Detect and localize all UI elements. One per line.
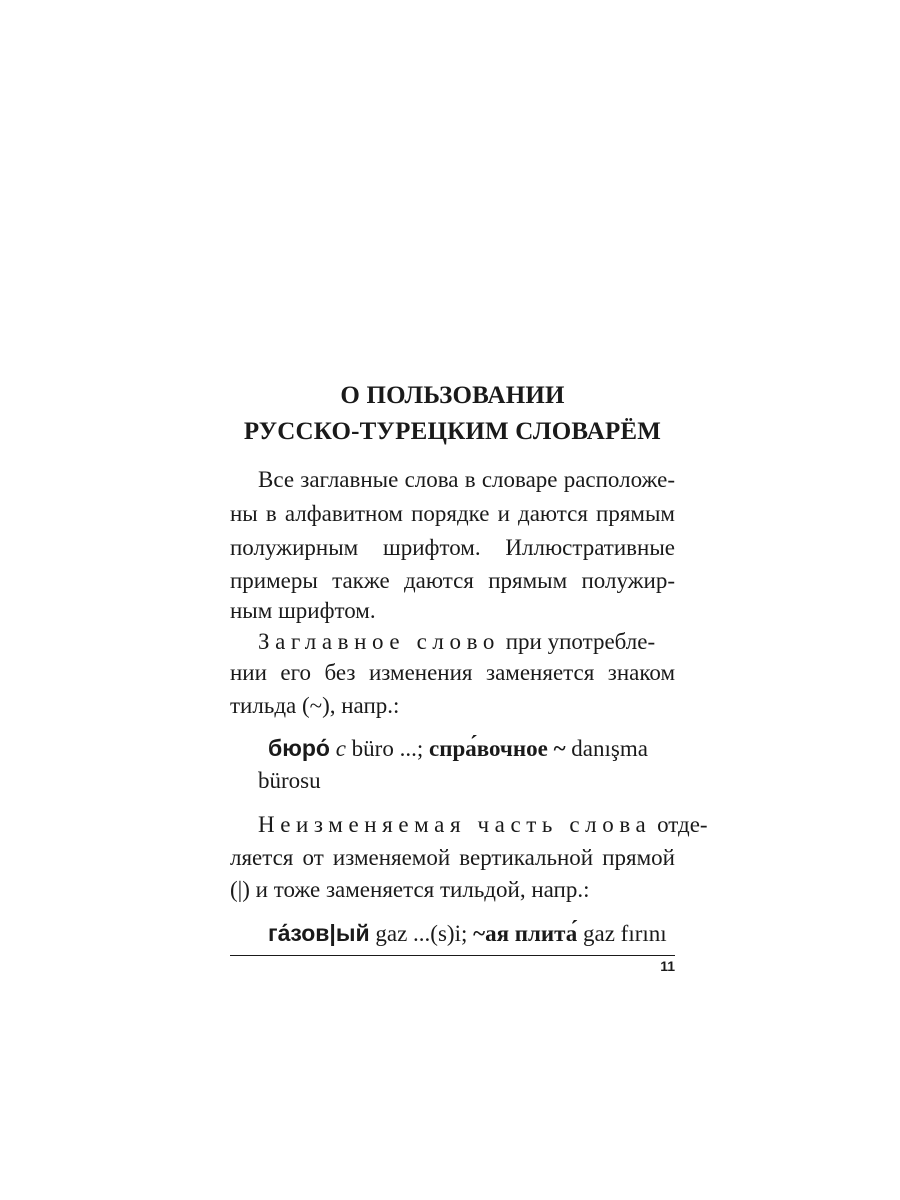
paragraph-3-line-1-rest: отде- <box>651 812 708 837</box>
example-1-translation: büro ...; <box>345 736 429 761</box>
example-2-translation: gaz ...(s)i; <box>369 921 474 946</box>
paragraph-1-line-1: Все заглавные слова в словаре расположе- <box>258 467 675 492</box>
example-1-gender: с <box>335 736 346 761</box>
paragraph-2-line-1-rest: при употребле- <box>499 629 656 654</box>
example-1-line-2: bürosu <box>258 768 321 793</box>
example-2-line-1 <box>268 922 675 945</box>
paragraph-3-line-2: ляется от изменяемой вертикальной прямой <box>230 845 675 870</box>
paragraph-3-line-3: (|) и тоже заменяется тильдой, напр.: <box>230 877 590 902</box>
paragraph-3-line-1 <box>230 812 708 837</box>
paragraph-2-line-3: тильда (~), напр.: <box>230 693 400 718</box>
footer-rule <box>230 955 675 956</box>
paragraph-1-line-3: полужирным шрифтом. Иллюстративные <box>230 535 675 560</box>
example-2-phrase-translation: gaz fırını <box>577 921 667 946</box>
example-1-phrase: спра́вочное ~ <box>428 736 566 761</box>
paragraph-1-line-5: ным шрифтом. <box>230 598 376 623</box>
spaced-term: Заглавное слово <box>258 629 500 654</box>
spaced-term: Неизменяемая часть слова <box>258 812 652 837</box>
paragraph-2-line-2: нии его без изменения заменяется знаком <box>230 660 675 685</box>
paragraph-1-line-4: примеры также даются прямым полужир- <box>230 568 675 593</box>
example-1-line-1 <box>268 737 675 760</box>
example-2-headword: га́зов|ый <box>268 920 370 946</box>
paragraph-2-line-1 <box>230 630 675 653</box>
paragraph-1-line-2: ны в алфавитном порядке и даются прямым <box>230 501 675 526</box>
page-number: 11 <box>660 958 675 974</box>
example-1-headword: бюро́ <box>268 735 330 761</box>
section-title-line-1: О ПОЛЬЗОВАНИИ <box>340 382 565 409</box>
example-2-phrase: ~ая плита́ <box>473 921 578 946</box>
section-title-line-2: РУССКО-ТУРЕЦКИМ СЛОВАРЁМ <box>243 418 662 445</box>
example-1-phrase-translation: danışma <box>565 736 648 761</box>
